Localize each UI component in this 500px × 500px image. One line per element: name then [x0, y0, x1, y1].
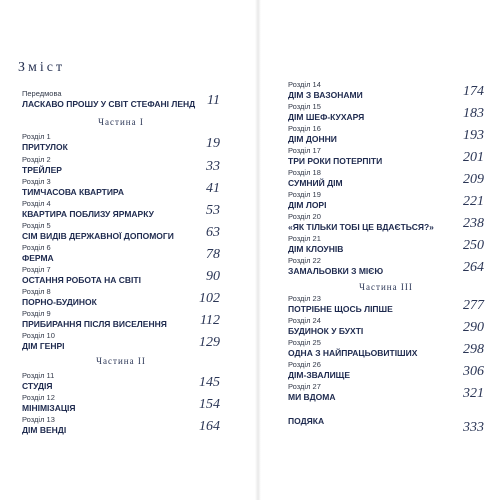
- toc-entry: [22, 415, 220, 441]
- entry-page: 11: [207, 93, 220, 108]
- toc-entry: [22, 331, 220, 357]
- entry-name: ДІМ ВЕНДІ: [22, 425, 67, 435]
- entry-label: Розділ 16: [288, 124, 321, 133]
- entry-label: Розділ 9: [22, 309, 51, 318]
- entry-name: ОСТАННЯ РОБОТА НА СВІТІ: [22, 275, 141, 285]
- entry-name: «ЯК ТІЛЬКИ ТОБІ ЦЕ ВДАЄТЬСЯ?»: [288, 222, 434, 232]
- entry-label: Розділ 26: [288, 360, 321, 369]
- entry-page: 209: [463, 172, 484, 187]
- entry-label: Розділ 7: [22, 265, 51, 274]
- acknowledgements-page: 333: [463, 420, 484, 435]
- toc-entry: [288, 382, 484, 408]
- entry-name: МІНІМІЗАЦІЯ: [22, 403, 76, 413]
- entry-page: 298: [463, 342, 484, 357]
- entry-page: 53: [206, 203, 220, 218]
- entry-label: Розділ 17: [288, 146, 321, 155]
- entry-label: Розділ 15: [288, 102, 321, 111]
- entry-page: 306: [463, 364, 484, 379]
- entry-label: Розділ 2: [22, 155, 51, 164]
- entry-name: ТРИ РОКИ ПОТЕРПІТИ: [288, 156, 383, 166]
- entry-name: ДІМ ДОННИ: [288, 134, 337, 144]
- entry-label: Розділ 20: [288, 212, 321, 221]
- entry-name: ДІМ ЛОРІ: [288, 200, 327, 210]
- entry-page: 41: [206, 181, 220, 196]
- entry-name: ТИМЧАСОВА КВАРТИРА: [22, 187, 124, 197]
- entry-page: 174: [463, 84, 484, 99]
- entry-label: Розділ 3: [22, 177, 51, 186]
- entry-name: ПРИТУЛОК: [22, 142, 68, 152]
- entry-page: 78: [206, 247, 220, 262]
- entry-label: Розділ 14: [288, 80, 321, 89]
- entry-name: ПОТРІБНЕ ЩОСЬ ЛІПШЕ: [288, 304, 393, 314]
- entry-label: Розділ 22: [288, 256, 321, 265]
- entry-label: Розділ 5: [22, 221, 51, 230]
- entry-name: ПОРНО-БУДИНОК: [22, 297, 97, 307]
- entry-page: 221: [463, 194, 484, 209]
- entry-page: 183: [463, 106, 484, 121]
- entry-page: 145: [199, 375, 220, 390]
- entry-page: 63: [206, 225, 220, 240]
- entry-label: Розділ 18: [288, 168, 321, 177]
- entry-name: МИ ВДОМА: [288, 392, 336, 402]
- entry-name: ОДНА З НАЙПРАЦЬОВИТІШИХ: [288, 348, 418, 358]
- entry-name: СУМНИЙ ДІМ: [288, 178, 343, 188]
- entry-page: 250: [463, 238, 484, 253]
- entry-name: ДІМ З ВАЗОНАМИ: [288, 90, 363, 100]
- foreword-entry: [22, 89, 220, 115]
- entry-page: 321: [463, 386, 484, 401]
- entry-name: ЛАСКАВО ПРОШУ У СВІТ СТЕФАНІ ЛЕНД: [22, 99, 196, 109]
- part-heading: Частина II: [96, 356, 146, 366]
- entry-label: Розділ 4: [22, 199, 51, 208]
- entry-label: Розділ 10: [22, 331, 55, 340]
- entry-label: Розділ 12: [22, 393, 55, 402]
- entry-name: БУДИНОК У БУХТІ: [288, 326, 364, 336]
- toc-title: Зміст: [18, 60, 66, 75]
- entry-name: ДІМ КЛОУНІВ: [288, 244, 344, 254]
- entry-page: 90: [206, 269, 220, 284]
- page-gutter: [255, 0, 261, 500]
- entry-name: СТУДІЯ: [22, 381, 53, 391]
- entry-label: Розділ 27: [288, 382, 321, 391]
- entry-label: Розділ 25: [288, 338, 321, 347]
- entry-label: Розділ 21: [288, 234, 321, 243]
- part-heading: Частина I: [98, 117, 144, 127]
- entry-page: 102: [199, 291, 220, 306]
- entry-name: ТРЕЙЛЕР: [22, 165, 62, 175]
- entry-name: ДІМ ГЕНРІ: [22, 341, 65, 351]
- entry-label: Розділ 23: [288, 294, 321, 303]
- entry-page: 238: [463, 216, 484, 231]
- entry-page: 19: [206, 136, 220, 151]
- entry-page: 277: [463, 298, 484, 313]
- entry-page: 201: [463, 150, 484, 165]
- entry-name: ДІМ ШЕФ-КУХАРЯ: [288, 112, 365, 122]
- entry-page: 193: [463, 128, 484, 143]
- entry-name: ДІМ-ЗВАЛИЩЕ: [288, 370, 351, 380]
- entry-name: ФЕРМА: [22, 253, 54, 263]
- entry-name: ПРИБИРАННЯ ПІСЛЯ ВИСЕЛЕННЯ: [22, 319, 167, 329]
- entry-name: СІМ ВИДІВ ДЕРЖАВНОЇ ДОПОМОГИ: [22, 231, 174, 241]
- entry-label: Розділ 8: [22, 287, 51, 296]
- entry-name: ЗАМАЛЬОВКИ З МІЄЮ: [288, 266, 384, 276]
- entry-label: Розділ 6: [22, 243, 51, 252]
- entry-page: 154: [199, 397, 220, 412]
- entry-label: Розділ 11: [22, 371, 55, 380]
- entry-page: 112: [200, 313, 220, 328]
- entry-label: Розділ 13: [22, 415, 55, 424]
- toc-entry: [288, 256, 484, 282]
- entry-label: Розділ 24: [288, 316, 321, 325]
- acknowledgements-entry: ПОДЯКА: [288, 416, 325, 426]
- entry-label: Розділ 19: [288, 190, 321, 199]
- entry-page: 264: [463, 260, 484, 275]
- entry-label: Передмова: [22, 89, 62, 98]
- entry-page: 33: [206, 159, 220, 174]
- part-heading: Частина III: [359, 282, 413, 292]
- entry-name: КВАРТИРА ПОБЛИЗУ ЯРМАРКУ: [22, 209, 154, 219]
- entry-label: Розділ 1: [22, 132, 51, 141]
- entry-page: 290: [463, 320, 484, 335]
- entry-page: 129: [199, 335, 220, 350]
- entry-page: 164: [199, 419, 220, 434]
